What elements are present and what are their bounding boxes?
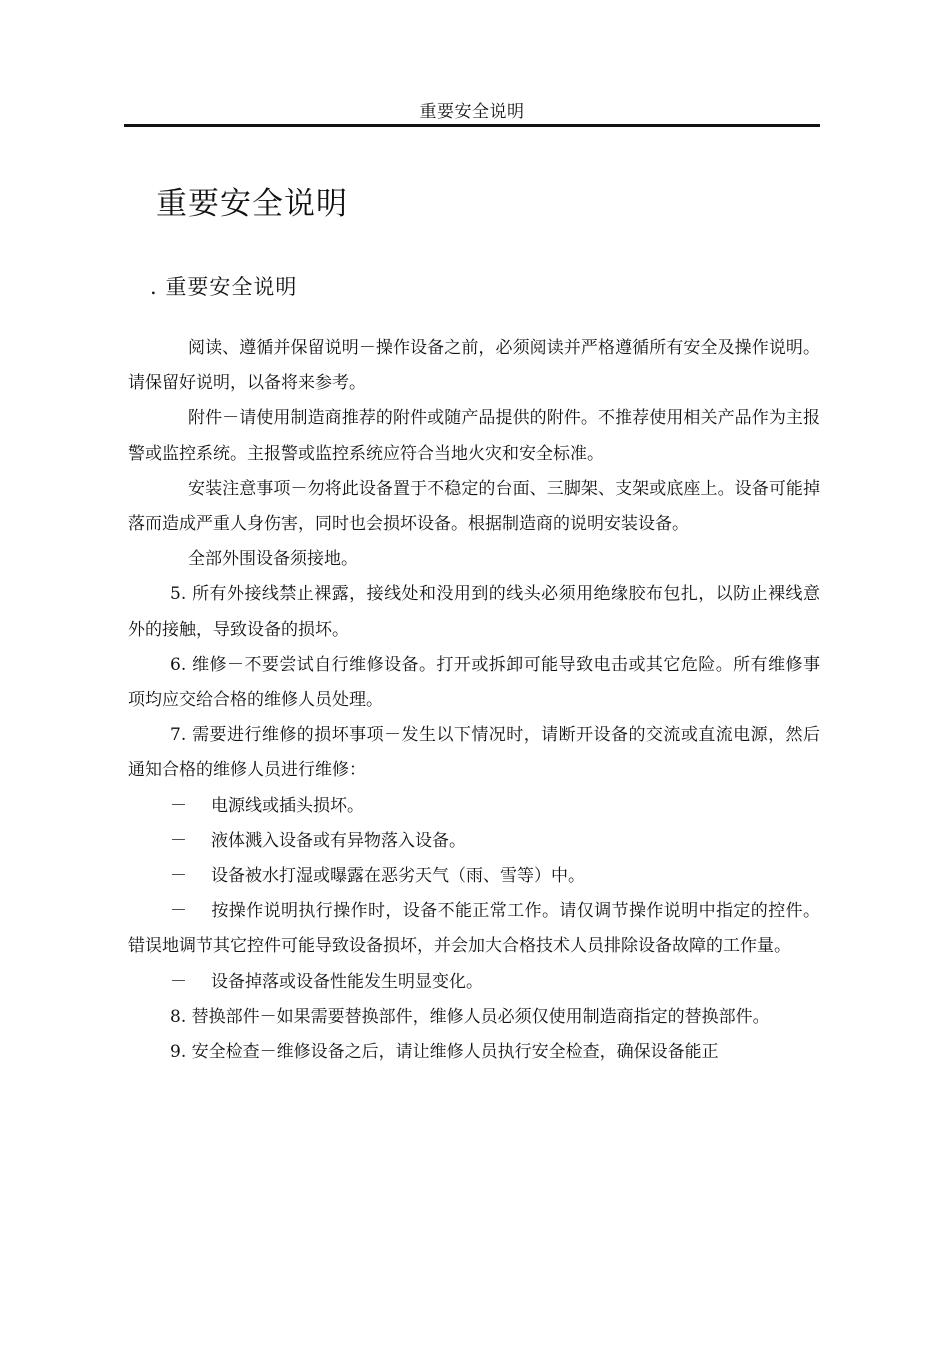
paragraph-grounding: 全部外围设备须接地。 — [188, 549, 358, 570]
running-header: 重要安全说明 — [419, 102, 525, 122]
page-title: 重要安全说明 — [156, 186, 348, 222]
dash-item-text: 液体溅入设备或有异物落入设备。 — [211, 830, 466, 851]
paragraph-item-5: 5. 所有外接线禁止裸露，接线处和没用到的线头必须用绝缘胶布包扎，以防止裸线意外的接触，导致设备的损坏。 — [128, 584, 820, 640]
section-heading: . 重要安全说明 — [150, 275, 298, 299]
paragraph-item-7: 7. 需要进行维修的损坏事项－发生以下情况时，请断开设备的交流或直流电源，然后通知合格的维修人员进行维修： — [128, 725, 820, 781]
paragraph-item-6: 6. 维修－不要尝试自行维修设备。打开或拆卸可能导致电击或其它危险。所有维修事项均应交给合格的维修人员处理。 — [128, 654, 820, 711]
paragraph-attachments: 附件－请使用制造商推荐的附件或随产品提供的附件。不推荐使用相关产品作为主报警或监控系统。主报警或监控系统应符合当地火灾和安全标准。 — [128, 408, 820, 464]
dash-list-item — [128, 789, 820, 824]
dash-marker: － — [170, 901, 187, 922]
dash-item-text: 电源线或插头损坏。 — [211, 795, 364, 816]
dash-item-text: 设备被水打湿或曝露在恶劣天气（雨、雪等）中。 — [211, 866, 585, 887]
paragraph-installation: 安装注意事项－勿将此设备置于不稳定的台面、三脚架、支架或底座上。设备可能掉落而造成严重人身伤害，同时也会损坏设备。根据制造商的说明安装设备。 — [128, 478, 820, 535]
dash-list-item — [128, 824, 820, 859]
dash-list-item — [128, 894, 820, 964]
dash-marker: － — [170, 795, 187, 816]
dash-list-item — [128, 859, 820, 894]
dash-list-item — [128, 965, 820, 1000]
dash-marker: － — [170, 866, 187, 887]
dash-item-text: 按操作说明执行操作时，设备不能正常工作。请仅调节操作说明中指定的控件。错误地调节其它控件可能导致设备损坏，并会加大合格技术人员排除设备故障的工作量。 — [128, 901, 820, 957]
dash-marker: － — [170, 830, 187, 851]
dash-item-text: 设备掉落或设备性能发生明显变化。 — [211, 971, 483, 992]
paragraph-item-9: 9. 安全检查－维修设备之后，请让维修人员执行安全检查，确保设备能正 — [170, 1042, 719, 1063]
body-text — [128, 331, 820, 1070]
paragraph-item-8: 8. 替换部件－如果需要替换部件，维修人员必须仅使用制造商指定的替换部件。 — [170, 1006, 770, 1027]
dash-marker: － — [170, 971, 187, 992]
header-rule — [124, 124, 820, 127]
paragraph-read-instructions: 阅读、遵循并保留说明－操作设备之前，必须阅读并严格遵循所有安全及操作说明。请保留好说明，以备将来参考。 — [128, 338, 820, 394]
